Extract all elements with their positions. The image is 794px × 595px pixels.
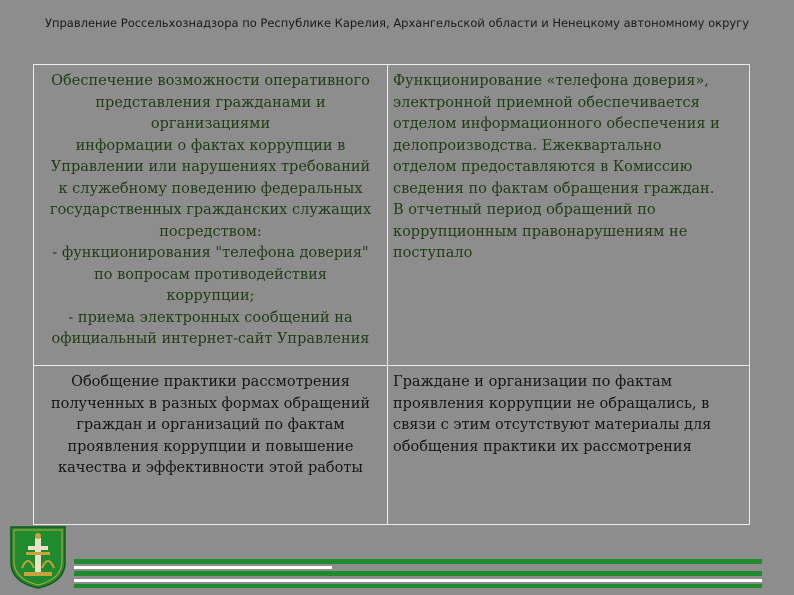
table-row (34, 65, 750, 366)
footer-green-bar (74, 584, 762, 588)
footer-green-bar (74, 559, 762, 564)
cell-line: граждан и организаций по фактам (76, 417, 345, 433)
cell-line: поступало (393, 245, 473, 261)
cell-line: - функционирования "телефона доверия" (52, 245, 369, 261)
cell-line: информации о фактах коррупции в (75, 137, 346, 154)
footer-green-bar (74, 571, 762, 576)
cell-line: организациями (150, 116, 271, 132)
cell-line: Граждане и организации по фактам (393, 374, 672, 390)
cell-line: Функционирование «телефона доверия», (393, 73, 709, 89)
table-cell-measure (34, 65, 388, 366)
cell-line: Обобщение практики рассмотрения (71, 374, 350, 390)
slide-header: Управление Россельхознадзора по Республике Карелия, Архангельской области и Ненецкому автономному округу (44, 16, 750, 30)
cell-line: Управлении или нарушениях требований (50, 159, 371, 175)
cell-line: связи с этим отсутствуют материалы для (393, 417, 712, 433)
cell-line: коррупционным правонарушениям не (393, 223, 688, 240)
table-row (34, 366, 750, 525)
cell-line: представления гражданами и (95, 94, 326, 111)
cell-line: делопроизводства. Ежеквартально (393, 137, 662, 154)
table-cell-result (388, 65, 750, 366)
table-cell-result (388, 366, 750, 525)
cell-line: сведения по фактам обращения граждан. (393, 180, 715, 197)
cell-line: проявления коррупции и повышение (67, 438, 354, 455)
cell-line: отделом информационного обеспечения и (393, 116, 720, 132)
content-table (33, 64, 750, 525)
cell-line: Обеспечение возможности оперативного (51, 73, 370, 89)
cell-line: по вопросам противодействия (94, 266, 327, 283)
cell-line: посредством: (159, 223, 262, 240)
cell-line: электронной приемной обеспечивается (393, 94, 700, 111)
cell-line: - приема электронных сообщений на (68, 309, 353, 326)
cell-line: отделом предоставляются в Комиссию (393, 159, 693, 175)
footer-white-bar (74, 579, 762, 582)
cell-line: к служебному поведению федеральных (58, 180, 363, 197)
cell-line: качества и эффективности этой работы (58, 460, 363, 476)
cell-line: официальный интернет-сайт Управления (51, 331, 370, 347)
cell-line: коррупции; (166, 288, 255, 304)
table-cell-measure (34, 366, 388, 525)
coat-of-arms-emblem-icon (8, 524, 68, 590)
cell-line: полученных в разных формах обращений (50, 395, 371, 412)
footer-white-bar (74, 566, 332, 569)
cell-line: обобщения практики их рассмотрения (393, 438, 692, 455)
cell-line: В отчетный период обращений по (393, 202, 656, 218)
cell-line: государственных гражданских служащих (49, 202, 372, 218)
cell-line: проявления коррупции не обращались, в (393, 395, 710, 412)
